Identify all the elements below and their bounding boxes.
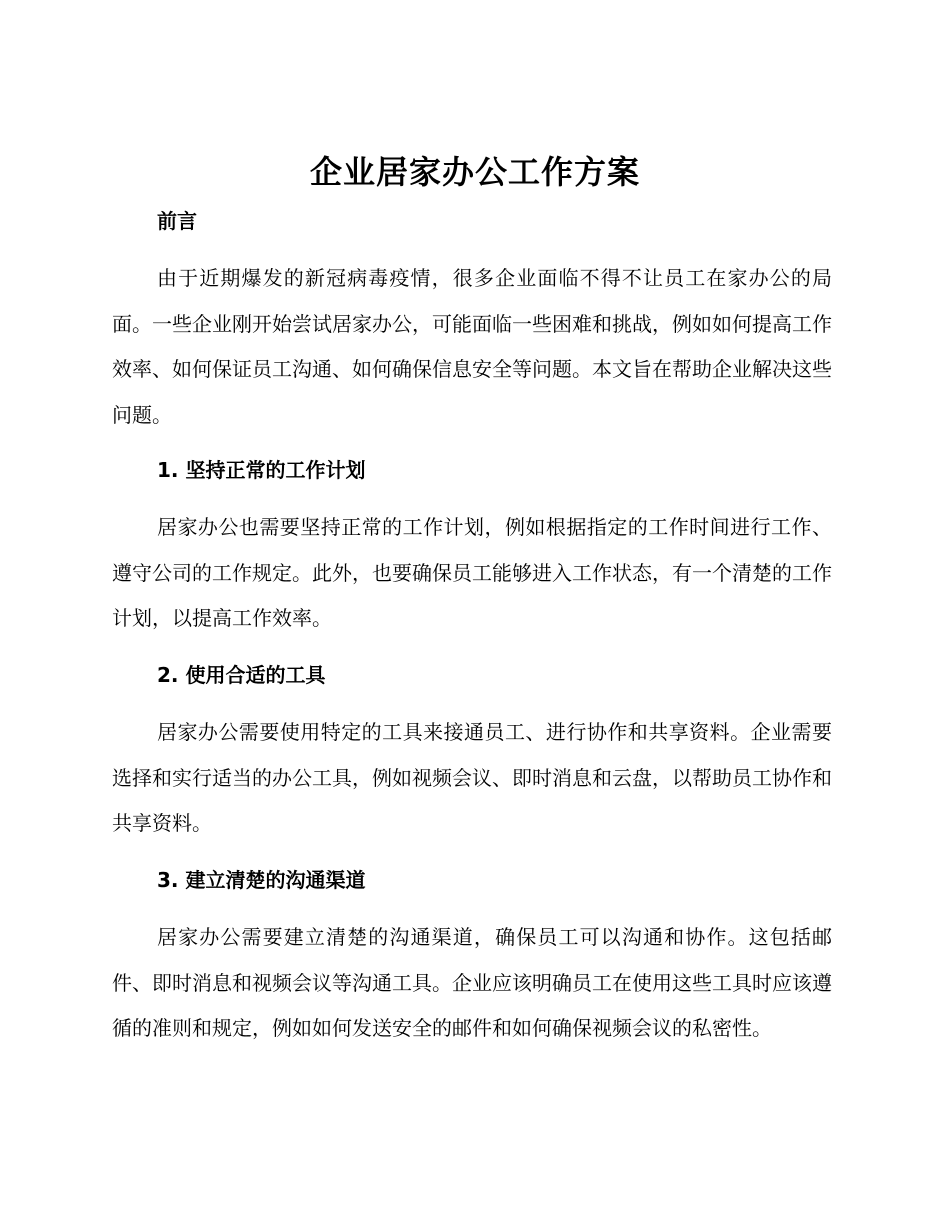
section-heading-1: 1. 坚持正常的工作计划 <box>157 458 366 482</box>
document-title: 企业居家办公工作方案 <box>309 153 640 191</box>
section-paragraph-3: 居家办公需要建立清楚的沟通渠道，确保员工可以沟通和协作。这包括邮件、即时消息和视频会议等沟通工具。企业应该明确员工在使用这些工具时应该遵循的准则和规定，例如如何发送安全的邮件和如何确保视频会议的私密性。 <box>112 925 832 1040</box>
section-heading-3: 3. 建立清楚的沟通渠道 <box>157 868 366 892</box>
preface-heading: 前言 <box>157 209 197 233</box>
section-paragraph-1: 居家办公也需要坚持正常的工作计划，例如根据指定的工作时间进行工作、遵守公司的工作规定。此外，也要确保员工能够进入工作状态，有一个清楚的工作计划，以提高工作效率。 <box>112 515 832 630</box>
preface-paragraph: 由于近期爆发的新冠病毒疫情，很多企业面临不得不让员工在家办公的局面。一些企业刚开始尝试居家办公，可能面临一些困难和挑战，例如如何提高工作效率、如何保证员工沟通、如何确保信息安全等问题。本文旨在帮助企业解决这些问题。 <box>112 266 832 427</box>
section-heading-2: 2. 使用合适的工具 <box>157 663 326 687</box>
section-paragraph-2: 居家办公需要使用特定的工具来接通员工、进行协作和共享资料。企业需要选择和实行适当的办公工具，例如视频会议、即时消息和云盘，以帮助员工协作和共享资料。 <box>112 720 832 835</box>
